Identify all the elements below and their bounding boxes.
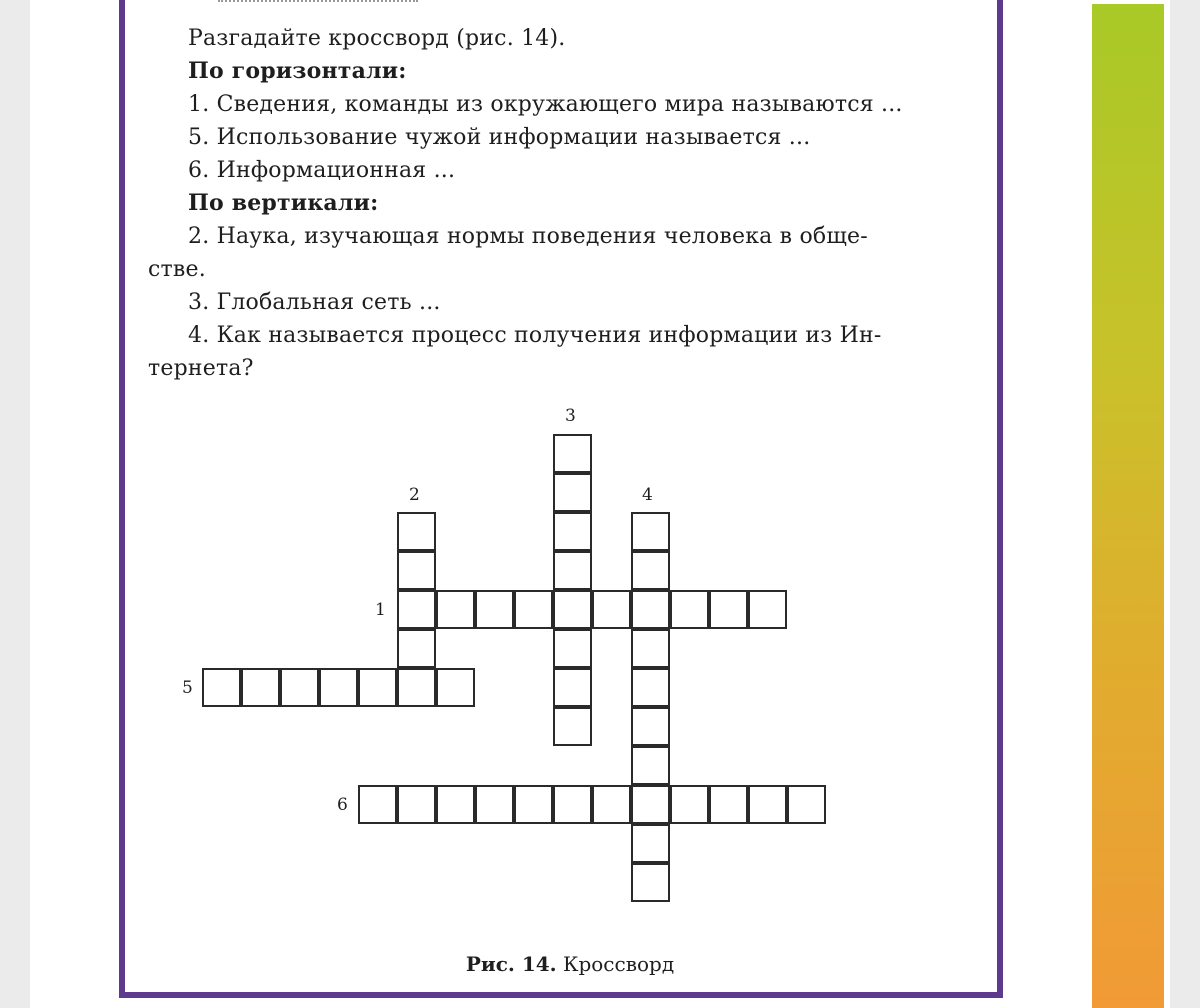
crossword-cell-w6-12[interactable] — [787, 785, 826, 824]
crossword-cell-w5-3[interactable] — [280, 668, 319, 707]
crossword-cell-w3-2[interactable] — [553, 473, 592, 512]
crossword-cell-w2-4[interactable] — [397, 629, 436, 668]
crossword-cell-w5-2[interactable] — [241, 668, 280, 707]
crossword-cell-w1-8[interactable] — [670, 590, 709, 629]
crossword-number-1: 1 — [375, 600, 386, 620]
crossword-number-4: 4 — [642, 485, 653, 505]
crossword-cell-w3-3[interactable] — [553, 512, 592, 551]
crossword-cell-w1-10[interactable] — [748, 590, 787, 629]
crossword-cell-w4-1[interactable] — [631, 512, 670, 551]
down-heading: По вертикали: — [188, 190, 379, 216]
crossword-number-2: 2 — [409, 485, 420, 505]
crossword-number-3: 3 — [565, 406, 576, 426]
crossword-cell-w6-7[interactable] — [592, 785, 631, 824]
crossword-cell-w2-1[interactable] — [397, 512, 436, 551]
clue-down-4-cont: тернета? — [148, 356, 254, 381]
crossword-cell-w3-1[interactable] — [553, 434, 592, 473]
clue-down-4: 4. Как называется процесс получения информации из Ин- — [188, 323, 882, 348]
crossword-cell-w1-4[interactable] — [514, 590, 553, 629]
clue-across-5: 5. Использование чужой информации называется ... — [188, 125, 811, 150]
clue-across-1: 1. Сведения, команды из окружающего мира называются ... — [188, 92, 903, 117]
crossword-cell-w2-5[interactable] — [397, 668, 436, 707]
crossword-cell-w6-5[interactable] — [514, 785, 553, 824]
crossword-cell-w2-2[interactable] — [397, 551, 436, 590]
crossword-number-6: 6 — [337, 795, 348, 815]
clue-down-3: 3. Глобальная сеть ... — [188, 290, 441, 315]
crossword-cell-w6-1[interactable] — [358, 785, 397, 824]
crossword-cell-w4-6[interactable] — [631, 707, 670, 746]
crossword-cell-w5-4[interactable] — [319, 668, 358, 707]
crossword-cell-w4-9[interactable] — [631, 824, 670, 863]
clue-down-2-cont: стве. — [148, 257, 206, 282]
crossword-cell-w3-7[interactable] — [553, 668, 592, 707]
across-heading: По горизонтали: — [188, 58, 407, 84]
crossword-cell-w6-9[interactable] — [670, 785, 709, 824]
crossword-cell-w1-2[interactable] — [436, 590, 475, 629]
crossword-cell-w4-5[interactable] — [631, 668, 670, 707]
figure-caption — [0, 952, 1140, 976]
crossword-cell-w3-6[interactable] — [553, 629, 592, 668]
crossword-cell-w4-10[interactable] — [631, 863, 670, 902]
crossword-cell-w5-5[interactable] — [358, 668, 397, 707]
crossword-cell-w6-11[interactable] — [748, 785, 787, 824]
crossword-cell-w4-8[interactable] — [631, 785, 670, 824]
crossword-cell-w6-10[interactable] — [709, 785, 748, 824]
crossword-cell-w3-4[interactable] — [553, 551, 592, 590]
crossword-cell-w1-3[interactable] — [475, 590, 514, 629]
crossword-cell-w3-8[interactable] — [553, 707, 592, 746]
crossword-cell-w6-6[interactable] — [553, 785, 592, 824]
clue-down-2: 2. Наука, изучающая нормы поведения человека в обще- — [188, 224, 868, 249]
crossword-cell-w4-4[interactable] — [631, 629, 670, 668]
crossword-cell-w6-4[interactable] — [475, 785, 514, 824]
crossword-cell-w1-6[interactable] — [592, 590, 631, 629]
caption-text: Кроссворд — [562, 952, 675, 976]
crossword-number-5: 5 — [182, 678, 193, 698]
crossword-cell-w1-9[interactable] — [709, 590, 748, 629]
caption-label: Рис. 14. — [465, 952, 557, 976]
crossword-cell-w1-7[interactable] — [631, 590, 670, 629]
crossword-cell-w6-2[interactable] — [397, 785, 436, 824]
intro-line: Разгадайте кроссворд (рис. 14). — [188, 26, 566, 51]
crossword-cell-w1-5[interactable] — [553, 590, 592, 629]
crossword-cell-w4-7[interactable] — [631, 746, 670, 785]
clue-across-6: 6. Информационная ... — [188, 158, 456, 183]
crossword-cell-w4-2[interactable] — [631, 551, 670, 590]
crossword-cell-w5-1[interactable] — [202, 668, 241, 707]
crossword-cell-w5-7[interactable] — [436, 668, 475, 707]
crossword-cell-w1-1[interactable] — [397, 590, 436, 629]
crossword-cell-w6-3[interactable] — [436, 785, 475, 824]
